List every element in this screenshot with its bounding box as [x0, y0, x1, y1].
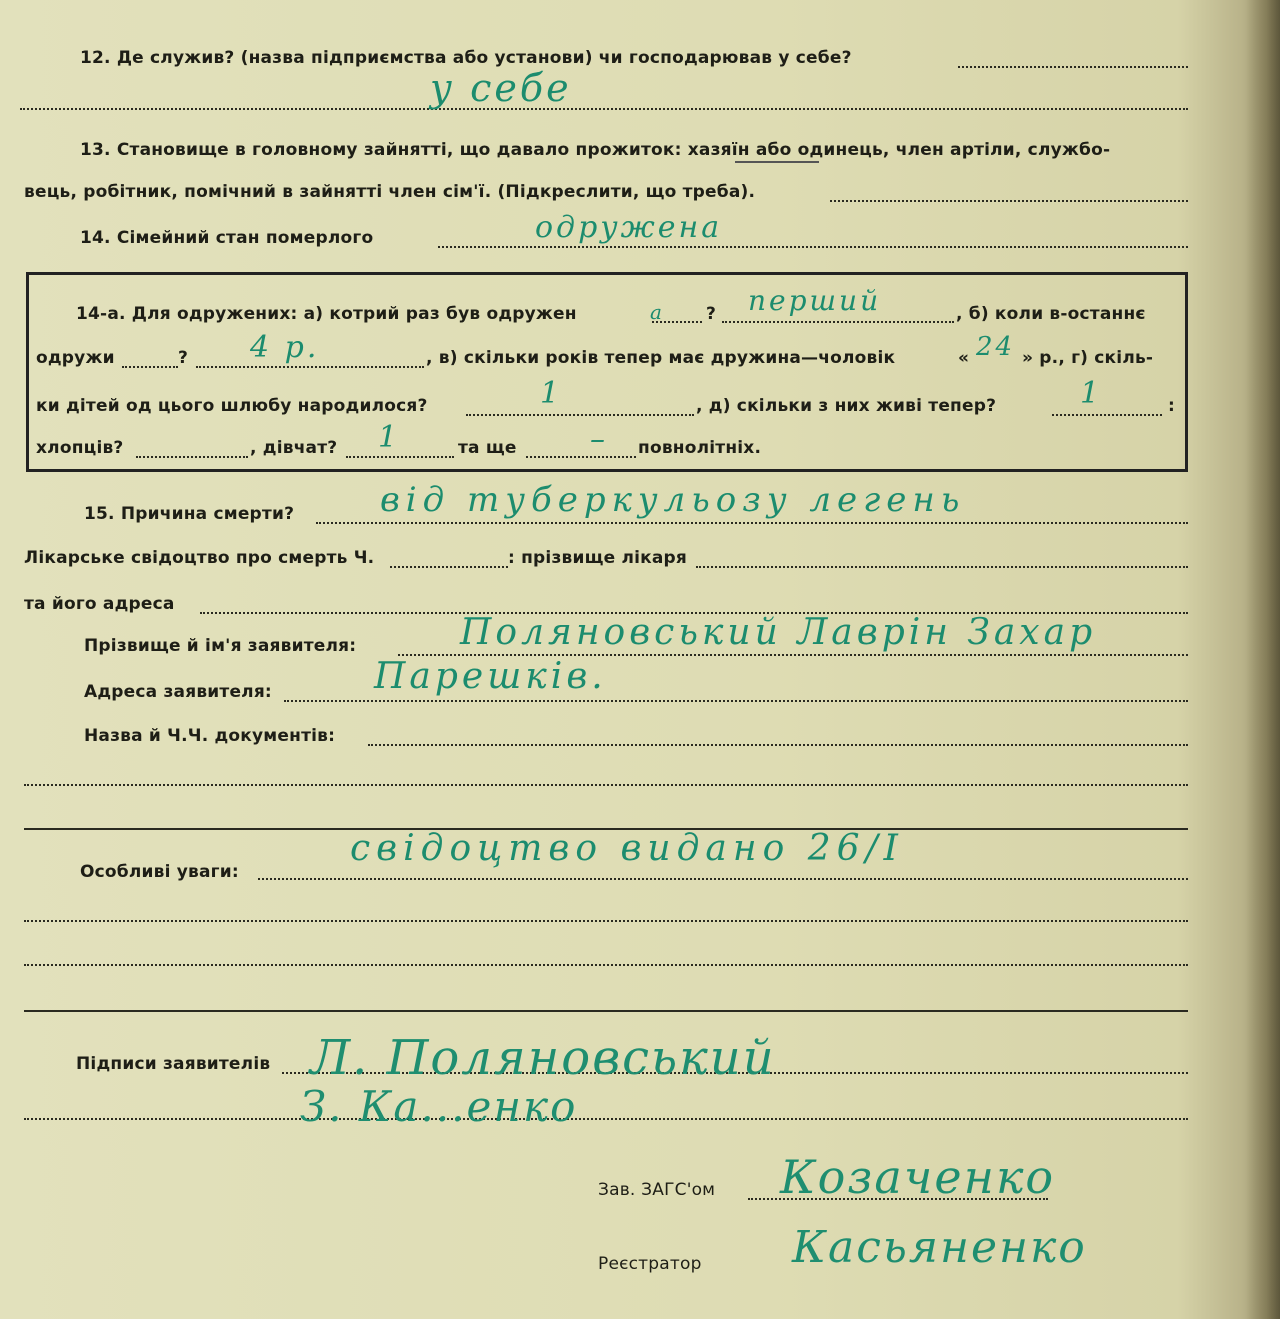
applicant-name-value: Поляновський Лаврін Захар — [460, 612, 1097, 653]
item14a-l2-c: » р., г) скіль- — [1022, 348, 1154, 368]
applicant-address-label: Адреса заявителя: — [84, 682, 272, 702]
item13-line2: вець, робітник, помічний в зайнятті член сім'ї. (Підкреслити, що треба). — [24, 182, 756, 202]
applicant-signature-2: З. Ка...енко — [300, 1082, 578, 1131]
item14a-l2-dots2 — [196, 366, 424, 368]
item14a-l1-b: , б) коли в-останнє — [956, 304, 1146, 324]
applicant-address-value: Парешків. — [374, 656, 607, 697]
applicant-address-dots — [284, 700, 1188, 702]
applicant-docs-line2 — [24, 784, 1188, 786]
item14a-l2-age: 24 — [976, 332, 1016, 362]
item14a-l3-c: : — [1168, 396, 1175, 416]
head-registry-signature: Козаченко — [780, 1150, 1056, 1204]
item14a-l4-dots1 — [136, 456, 248, 458]
applicant-docs-dots — [368, 744, 1188, 746]
signatures-line2 — [24, 1118, 1188, 1120]
item14a-l3-dots2 — [1052, 414, 1162, 416]
item14a-l4-dots2 — [346, 456, 454, 458]
notes-dots — [258, 878, 1188, 880]
registrar-label: Реєстратор — [598, 1254, 702, 1274]
book-spine-shadow — [1246, 0, 1280, 1319]
item14a-l4-b: , дівчат? — [250, 438, 338, 458]
item14a-l2-open: « — [958, 348, 970, 368]
applicant-name-label: Прізвище й ім'я заявителя: — [84, 636, 357, 656]
applicant-signature-1: Л. Поляновський — [310, 1030, 776, 1086]
item14a-l1-q: ? — [706, 304, 717, 324]
item13-underline-hazyain — [735, 161, 819, 163]
item14a-l3-value2: 1 — [1080, 376, 1103, 411]
section-divider-2 — [24, 1010, 1188, 1012]
item14a-l3-dots1 — [466, 414, 694, 416]
item14a-l2-q: ? — [178, 348, 189, 368]
signatures-label: Підписи заявителів — [76, 1054, 271, 1074]
item13-line1: 13. Становище в головному зайнятті, що давало прожиток: хазяїн або одинець, член артіли, службо- — [80, 140, 1111, 160]
item14-dots — [438, 246, 1188, 248]
notes-label: Особливі уваги: — [80, 862, 239, 882]
item14a-l3-b: , д) скільки з них живі тепер? — [696, 396, 997, 416]
item14a-l4-c: та ще — [458, 438, 517, 458]
medical-dots2 — [696, 566, 1188, 568]
medical-doctor-label: : прізвище лікаря — [508, 548, 688, 568]
notes-value: свідоцтво видано 26/I — [350, 828, 904, 869]
head-registry-label: Зав. ЗАГС'ом — [598, 1180, 716, 1200]
item12-value: у себе — [430, 66, 572, 110]
item14a-l4-value: 1 — [378, 420, 401, 455]
item13-dots — [830, 200, 1188, 202]
item14a-line1-label: 14-а. Для одружених: а) котрий раз був одружен — [76, 304, 577, 324]
item14-label: 14. Сімейний стан померлого — [80, 228, 374, 248]
item14a-l4-dots3 — [526, 456, 636, 458]
item14a-l2-b: , в) скільки років тепер має дружина—чоловік — [426, 348, 896, 368]
item14-value: одружена — [535, 210, 723, 245]
item15-label: 15. Причина смерти? — [84, 504, 295, 524]
medical-label: Лікарське свідоцтво про смерть Ч. — [24, 548, 375, 568]
applicant-docs-label: Назва й Ч.Ч. документів: — [84, 726, 336, 746]
item14a-l2-dots1 — [122, 366, 178, 368]
item14a-l4-value2: – — [590, 422, 608, 457]
item14a-l1-suffix: а — [650, 300, 665, 324]
item12-label: 12. Де служив? (назва підприємства або установи) чи господарював у себе? — [80, 48, 852, 68]
item12-line — [20, 108, 1188, 110]
item15-value: від туберкульозу легень — [380, 480, 966, 520]
item15-dots — [316, 522, 1188, 524]
item14a-l3-value: 1 — [540, 376, 563, 411]
notes-line2 — [24, 920, 1188, 922]
item14a-l1-value: перший — [748, 284, 882, 317]
item12-dots — [958, 66, 1188, 68]
notes-line3 — [24, 964, 1188, 966]
item14a-l2-label: одружи — [36, 348, 115, 368]
item14a-l2-value: 4 р. — [250, 330, 320, 365]
item14a-l4-label: хлопців? — [36, 438, 124, 458]
item14a-l1-dots2 — [722, 321, 954, 323]
item14a-l4-d: повнолітніх. — [638, 438, 762, 458]
medical-dots1 — [390, 566, 508, 568]
medical-address-label: та його адреса — [24, 594, 175, 614]
registrar-signature: Касьяненко — [792, 1222, 1087, 1273]
item14a-l3-label: ки дітей од цього шлюбу народилося? — [36, 396, 428, 416]
